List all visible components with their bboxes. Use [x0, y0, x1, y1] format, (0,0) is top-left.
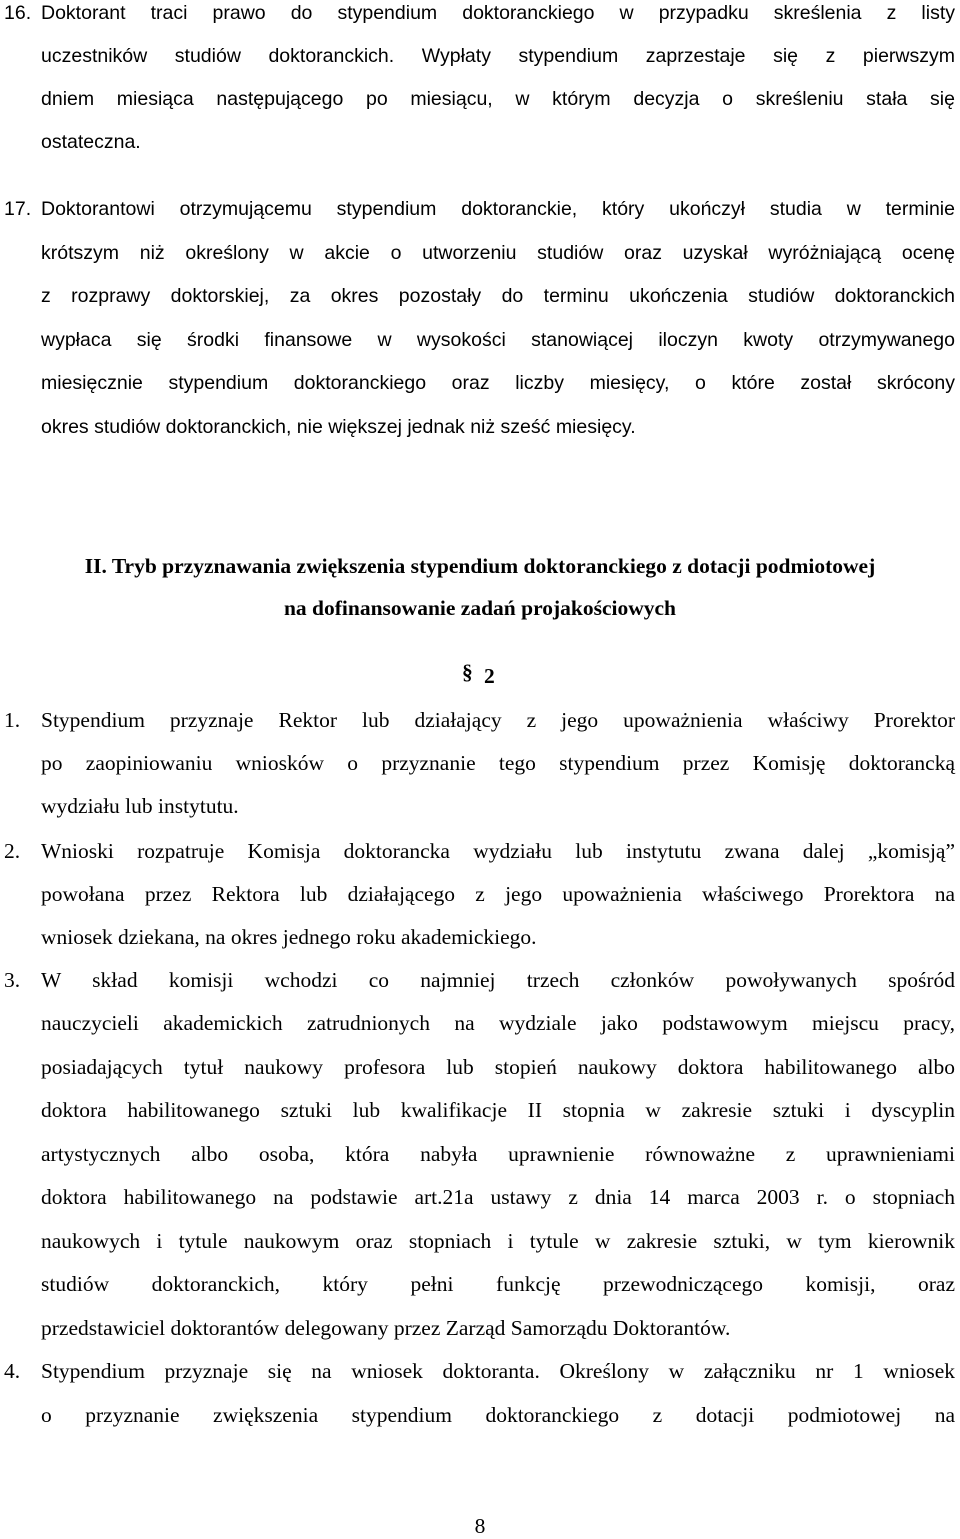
section-sign: §: [462, 660, 473, 684]
item-line: okres studiów doktoranckich, nie większej jednak niż sześć miesięcy.: [41, 416, 636, 438]
item-line: przedstawiciel doktorantów delegowany przez Zarząd Samorządu Doktorantów.: [41, 1316, 731, 1340]
item-line: z rozprawy doktorskiej, za okres pozostały do terminu ukończenia studiów doktoranckich: [41, 285, 955, 307]
item-number: 1.: [4, 708, 21, 732]
item-line: wniosek dziekana, na okres jednego roku akademickiego.: [41, 925, 537, 949]
item-line: Wnioski rozpatruje Komisja doktorancka wydziału lub instytutu zwana dalej „komisją”: [41, 839, 955, 863]
item-line: posiadających tytuł naukowy profesora lub stopień naukowy doktora habilitowanego albo: [41, 1055, 955, 1079]
paragraph-number: 2: [484, 664, 495, 688]
item-line: naukowych i tytule naukowym oraz stopniach i tytule w zakresie sztuki, w tym kierownik: [41, 1229, 955, 1253]
item-line: powołana przez Rektora lub działającego z jego upoważnienia właściwego Prorektora na: [41, 882, 955, 906]
item-line: po zaopiniowaniu wniosków o przyznanie tego stypendium przez Komisję doktorancką: [41, 751, 955, 775]
item-line: studiów doktoranckich, który pełni funkcję przewodniczącego komisji, oraz: [41, 1272, 955, 1296]
page-number: 8: [474, 1514, 486, 1538]
item-number: 4.: [4, 1359, 21, 1383]
item-line: Doktorant traci prawo do stypendium doktoranckiego w przypadku skreślenia z listy: [41, 2, 955, 24]
item-line: wypłaca się środki finansowe w wysokości stanowiącej iloczyn kwoty otrzymywanego: [41, 329, 955, 351]
item-line: Stypendium przyznaje Rektor lub działający z jego upoważnienia właściwy Prorektor: [41, 708, 955, 732]
item-line: Stypendium przyznaje się na wniosek doktoranta. Określony w załączniku nr 1 wniosek: [41, 1359, 955, 1383]
item-line: dniem miesiąca następującego po miesiącu, w którym decyzja o skreśleniu stała się: [41, 88, 955, 110]
item-line: krótszym niż określony w akcie o utworzeniu studiów oraz uzyskał wyróżniającą ocenę: [41, 242, 955, 264]
item-line: uczestników studiów doktoranckich. Wypłaty stypendium zaprzestaje się z pierwszym: [41, 45, 955, 67]
item-line: o przyznanie zwiększenia stypendium doktoranckiego z dotacji podmiotowej na: [41, 1403, 955, 1427]
item-line: doktora habilitowanego na podstawie art.21a ustawy z dnia 14 marca 2003 r. o stopniach: [41, 1185, 955, 1209]
item-line: wydziału lub instytutu.: [41, 794, 239, 818]
item-line: doktora habilitowanego sztuki lub kwalifikacje II stopnia w zakresie sztuki i dyscyplin: [41, 1098, 955, 1122]
item-line: artystycznych albo osoba, która nabyła uprawnienie równoważne z uprawnieniami: [41, 1142, 955, 1166]
section-heading-line-1: II. Tryb przyznawania zwiększenia stypendium doktoranckiego z dotacji podmiotowej: [84, 554, 876, 578]
item-line: miesięcznie stypendium doktoranckiego oraz liczby miesięcy, o które został skrócony: [41, 372, 955, 394]
item-line: W skład komisji wchodzi co najmniej trzech członków powoływanych spośród: [41, 968, 955, 992]
item-number: 3.: [4, 968, 21, 992]
item-line: ostateczna.: [41, 131, 141, 153]
item-number: 16.: [4, 2, 32, 24]
item-line: nauczycieli akademickich zatrudnionych na wydziale jako podstawowym miejscu pracy,: [41, 1011, 955, 1035]
item-number: 17.: [4, 198, 32, 220]
item-line: Doktorantowi otrzymującemu stypendium doktoranckie, który ukończył studia w terminie: [41, 198, 955, 220]
item-number: 2.: [4, 839, 21, 863]
section-heading-line-2: na dofinansowanie zadań projakościowych: [283, 596, 677, 620]
